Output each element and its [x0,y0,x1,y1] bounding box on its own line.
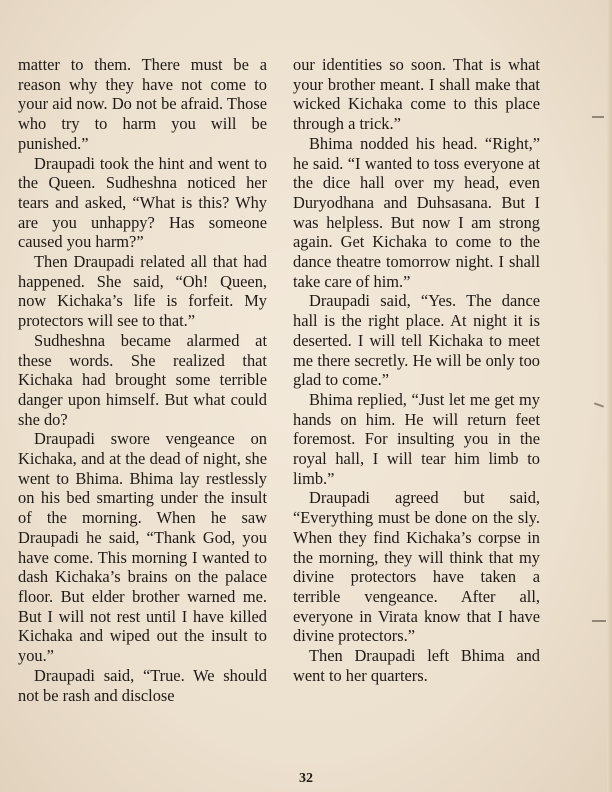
paragraph: our identities so soon. That is what your brother meant. I shall make that wicked Kichaka come to this place through a trick.” [293,55,540,134]
paragraph: Draupadi agreed but said, “Everything must be done on the sly. When they find Kichaka’s corpse in the morning, they will think that my divine protectors have taken a terrible vengeance. After all, everyone in Virata know that I have divine protectors.” [293,488,540,646]
scan-mark [594,402,604,407]
paragraph: Draupadi swore vengeance on Kichaka, and at the dead of night, she went to Bhima. Bhima lay restlessly on his bed smarting under the insult of the morning. When he saw Draupadi he said, “Thank God, you have come. This morning I wanted to dash Kichaka’s brains on the palace floor. But elder brother warned me. But I will not rest until I have killed Kichaka and wiped out the insult to you.” [18,429,267,666]
paragraph: Draupadi said, “True. We should not be rash and disclose [18,665,267,705]
paragraph: Sudheshna became alarmed at these words. She realized that Kichaka had brought some terrible danger upon himself. But what could she do? [18,330,267,429]
scan-edge [607,0,612,792]
scan-mark [592,620,606,622]
paragraph: Then Draupadi related all that had happened. She said, “Oh! Queen, now Kichaka’s life is forfeit. My protectors will see to that.” [18,252,267,331]
paragraph: Then Draupadi left Bhima and went to her quarters. [293,646,540,685]
paragraph: Draupadi took the hint and went to the Queen. Sudheshna noticed her tears and asked, “What is this? Why are you unhappy? Has someone caused you harm?” [18,153,267,252]
scan-mark [592,116,604,118]
paragraph: Draupadi said, “Yes. The dance hall is the right place. At night it is deserted. I will tell Kichaka to meet me there secretly. He will be only too glad to come.” [293,291,540,390]
paragraph: Bhima nodded his head. “Right,” he said. “I wanted to toss everyone at the dice hall over my head, even Duryodhana and Duhsasana. But I was helpless. But now I am strong again. Get Kichaka to come to the dance theatre tomorrow night. I shall take care of him.” [293,133,540,291]
paragraph: matter to them. There must be a reason why they have not come to your aid now. Do not be afraid. Those who try to harm you will be punished.” [18,55,267,153]
right-text-column [293,55,540,686]
left-text-column [18,55,267,705]
page-number: 32 [299,771,313,786]
paragraph: Bhima replied, “Just let me get my hands on him. He will return feet foremost. For insulting you in the royal hall, I will tear him limb to limb.” [293,389,540,488]
